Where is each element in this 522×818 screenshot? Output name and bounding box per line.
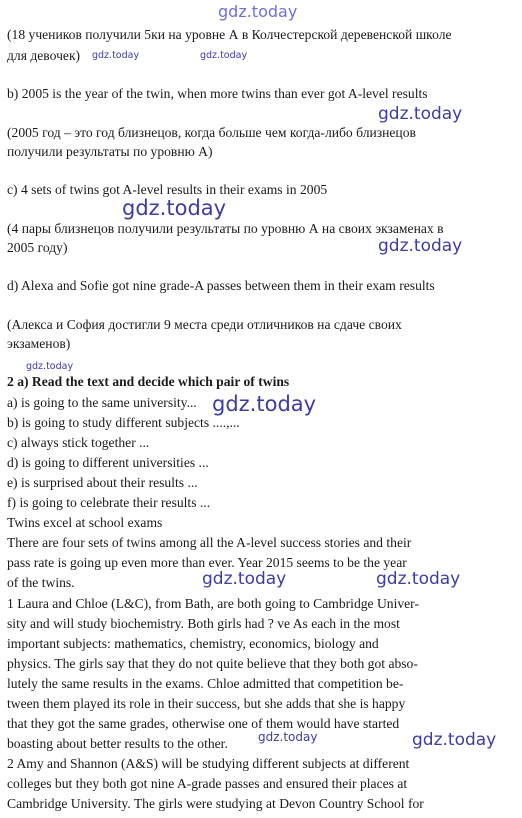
text-line: 2 Amy and Shannon (A&S) will be studying different subjects at different bbox=[7, 756, 410, 771]
text-line: (Алекса и София достигли 9 места среди отличников на сдаче своих bbox=[7, 317, 402, 332]
watermark: gdz.today bbox=[212, 392, 317, 416]
text-line: Twins excel at school exams bbox=[7, 515, 163, 530]
text-line: (4 пары близнецов получили результаты по уровню А на своих экзаменах в bbox=[7, 221, 444, 236]
text-line: a) is going to the same university... bbox=[7, 395, 197, 410]
text-line: d) is going to different universities ... bbox=[7, 455, 209, 470]
watermark: gdz.today bbox=[258, 730, 318, 744]
text-line: f) is going to celebrate their results ... bbox=[7, 495, 211, 510]
text-line: (18 учеников получили 5ки на уровне А в Колчестерской деревенской школе bbox=[7, 27, 452, 42]
text-line: Cambridge University. The girls were studying at Devon Country School for bbox=[7, 796, 424, 811]
watermark: gdz.today bbox=[378, 104, 463, 124]
text-line: lutely the same results in the exams. Chloe admitted that competition be- bbox=[7, 676, 404, 691]
text-line: 2005 году) bbox=[7, 240, 68, 255]
watermark: gdz.today bbox=[376, 569, 461, 589]
text-line: pass rate is going up even more than ever. Year 2015 seems to be the year bbox=[7, 555, 407, 570]
text-line: tween them played its role in their success, but she adds that she is happy bbox=[7, 696, 406, 711]
text-line: physics. The girls say that they do not quite believe that they both got abso- bbox=[7, 656, 418, 671]
text-line: important subjects: mathematics, chemistry, economics, biology and bbox=[7, 636, 379, 651]
text-line: b) is going to study different subjects ....,... bbox=[7, 415, 240, 430]
text-line: c) always stick together ... bbox=[7, 435, 150, 450]
text-line: that they got the same grades, otherwise one of them would have started bbox=[7, 716, 400, 731]
text-line: e) is surprised about their results ... bbox=[7, 475, 198, 490]
text-line: c) 4 sets of twins got A-level results in their exams in 2005 bbox=[7, 182, 328, 197]
watermark: gdz.today bbox=[202, 569, 287, 589]
text-line: получили результаты по уровню А) bbox=[7, 144, 213, 159]
text-line: для девочек) bbox=[7, 48, 81, 63]
text-line: b) 2005 is the year of the twin, when more twins than ever got A-level results bbox=[7, 86, 428, 101]
text-line: d) Alexa and Sofie got nine grade-A passes between them in their exam results bbox=[7, 278, 435, 293]
watermark: gdz.today bbox=[92, 50, 140, 61]
watermark: gdz.today bbox=[218, 2, 298, 21]
watermark: gdz.today bbox=[200, 50, 248, 61]
text-line: (2005 год – это год близнецов, когда больше чем когда-либо близнецов bbox=[7, 125, 416, 140]
text-line: boasting about better results to the other. bbox=[7, 736, 228, 751]
text-line: экзаменов) bbox=[7, 336, 71, 351]
watermark: gdz.today bbox=[26, 361, 74, 372]
watermark: gdz.today bbox=[122, 196, 227, 220]
watermark: gdz.today bbox=[412, 730, 497, 750]
watermark: gdz.today bbox=[378, 236, 463, 256]
section-heading: 2 a) Read the text and decide which pair of twins bbox=[7, 374, 290, 389]
text-line: colleges but they both got nine A-grade passes and ensured their places at bbox=[7, 776, 408, 791]
text-line: 1 Laura and Chloe (L&C), from Bath, are both going to Cambridge Univer- bbox=[7, 596, 419, 611]
text-line: sity and will study biochemistry. Both girls had ? ve As each in the most bbox=[7, 616, 400, 631]
text-line: of the twins. bbox=[7, 575, 75, 590]
text-line: There are four sets of twins among all the A-level success stories and their bbox=[7, 535, 412, 550]
